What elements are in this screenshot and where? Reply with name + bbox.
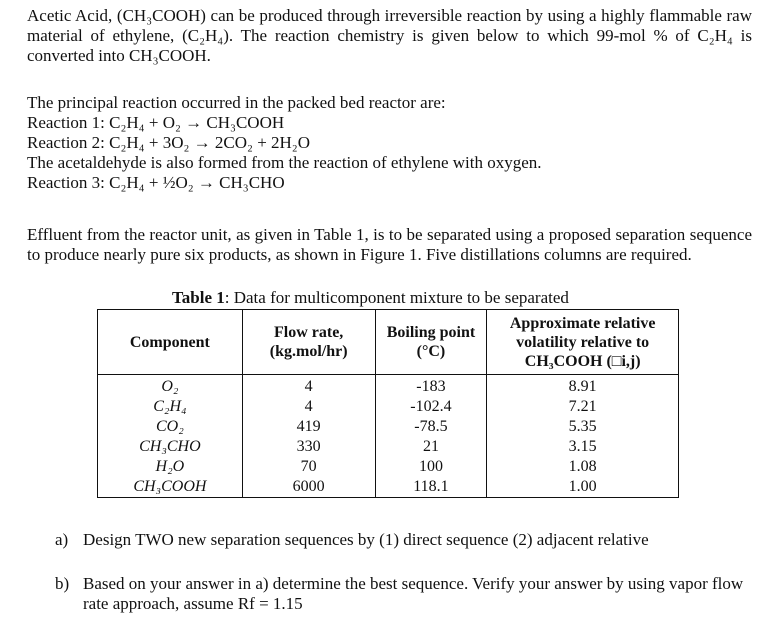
cell-flow: 419 (242, 417, 375, 437)
reaction-1: Reaction 1: C₂H₄ + O₂ → CH₃COOH (27, 113, 285, 132)
cell-flow: 4 (242, 397, 375, 417)
question-a (55, 530, 755, 550)
table-caption-text: : Data for multicomponent mixture to be separated (224, 288, 569, 307)
cell-flow: 70 (242, 457, 375, 477)
cell-bp: 21 (375, 437, 487, 457)
table-caption (172, 288, 569, 308)
cell-flow: 330 (242, 437, 375, 457)
cell-alpha: 7.21 (487, 397, 679, 417)
header-boiling-point: Boiling point (°C) (375, 310, 487, 375)
table-row (98, 375, 679, 398)
cell-alpha: 8.91 (487, 375, 679, 398)
reactions-block (27, 93, 752, 193)
table-caption-label: Table 1 (172, 288, 225, 307)
cell-component: H₂O (98, 457, 243, 477)
cell-component: CH₃COOH (98, 477, 243, 498)
cell-alpha: 1.00 (487, 477, 679, 498)
cell-bp: -183 (375, 375, 487, 398)
acetaldehyde-note: The acetaldehyde is also formed from the reaction of ethylene with oxygen. (27, 153, 542, 172)
intro-text-1: Acetic Acid, (CH₃COOH) can be produced through irreversible reaction by using a highly flammable raw material of ethylene, (C₂H₄). The reaction chemistry is given below to which 99-mol % of C₂H₄ is converted into CH₃COOH. (27, 6, 752, 65)
question-b-label: b) (55, 574, 70, 593)
effluent-text: Effluent from the reactor unit, as given in Table 1, is to be separated using a proposed separation sequence to produce nearly pure six products, as shown in Figure 1. Five distillations columns are required. (27, 225, 752, 264)
table-row (98, 457, 679, 477)
cell-bp: 118.1 (375, 477, 487, 498)
cell-component: O₂ (98, 375, 243, 398)
header-volatility: Approximate relative volatility relative to CH₃COOH (□i,j) (487, 310, 679, 375)
cell-alpha: 5.35 (487, 417, 679, 437)
cell-alpha: 1.08 (487, 457, 679, 477)
question-b-text: Based on your answer in a) determine the best sequence. Verify your answer by using vapor flow rate approach, assume Rf = 1.15 (83, 574, 744, 613)
header-component: Component (98, 310, 243, 375)
table-header-row (98, 310, 679, 375)
header-flow-rate: Flow rate, (kg.mol/hr) (242, 310, 375, 375)
table-row (98, 397, 679, 417)
effluent-paragraph (27, 225, 752, 265)
question-a-label: a) (55, 530, 69, 549)
components-table (97, 309, 679, 498)
table-row (98, 437, 679, 457)
cell-flow: 6000 (242, 477, 375, 498)
intro-paragraph (27, 6, 752, 66)
question-a-text: Design TWO new separation sequences by (1) direct sequence (2) adjacent relative (83, 530, 649, 549)
cell-component: C₂H₄ (98, 397, 243, 417)
reaction-3: Reaction 3: C₂H₄ + ½O₂ → CH₃CHO (27, 173, 285, 192)
table-row (98, 477, 679, 498)
reaction-2: Reaction 2: C₂H₄ + 3O₂ → 2CO₂ + 2H₂O (27, 133, 311, 152)
cell-bp: -102.4 (375, 397, 487, 417)
question-b (55, 574, 755, 614)
table-row (98, 417, 679, 437)
cell-alpha: 3.15 (487, 437, 679, 457)
cell-component: CH₃CHO (98, 437, 243, 457)
reactions-heading: The principal reaction occurred in the packed bed reactor are: (27, 93, 446, 112)
cell-flow: 4 (242, 375, 375, 398)
cell-bp: 100 (375, 457, 487, 477)
cell-bp: -78.5 (375, 417, 487, 437)
cell-component: CO₂ (98, 417, 243, 437)
